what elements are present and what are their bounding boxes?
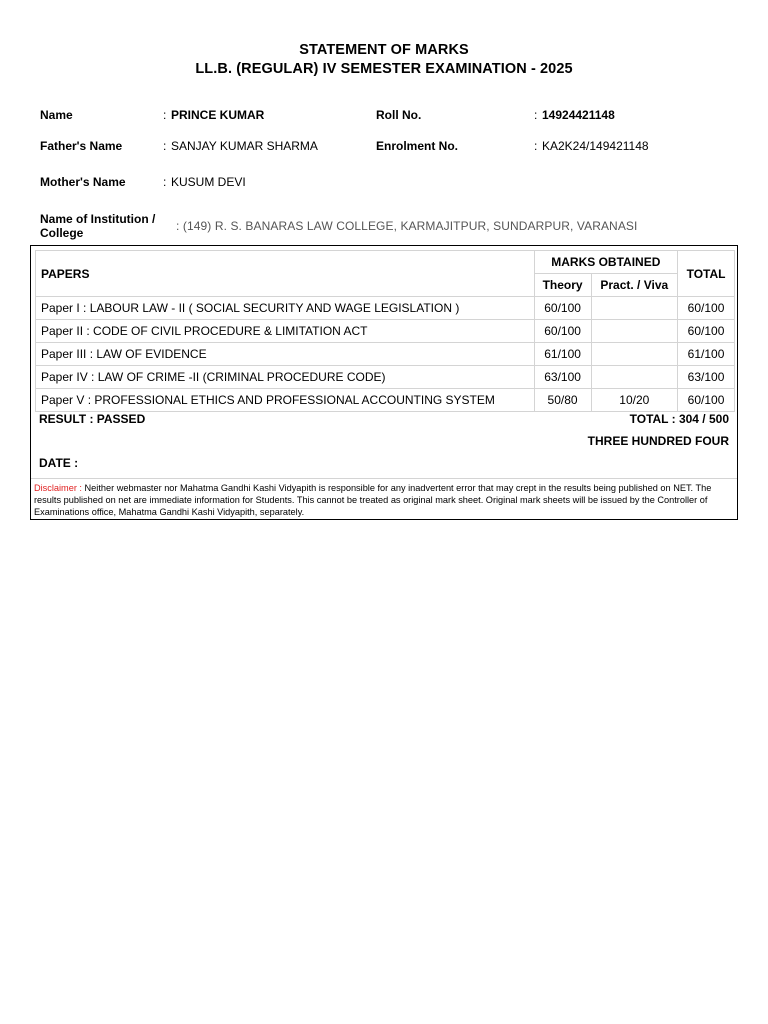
pract-marks: [591, 366, 678, 389]
papers-header: PAPERS: [36, 251, 535, 297]
table-row: [36, 389, 735, 412]
pract-marks: [591, 297, 678, 320]
pract-marks: [591, 343, 678, 366]
total-marks: 60/100: [678, 297, 735, 320]
theory-marks: 63/100: [534, 366, 591, 389]
total-marks: 60/100: [678, 389, 735, 412]
institution-label-line2: College: [40, 226, 84, 240]
total-marks: 60/100: [678, 320, 735, 343]
exam-title: LL.B. (REGULAR) IV SEMESTER EXAMINATION - 2025: [195, 61, 573, 77]
paper-name: Paper III : LAW OF EVIDENCE: [36, 343, 535, 366]
table-row: [36, 320, 735, 343]
enrolment-colon: :: [534, 139, 538, 153]
institution-label: [40, 212, 155, 240]
name-label: Name: [40, 108, 73, 122]
student-name: PRINCE KUMAR: [171, 108, 265, 122]
theory-header: Theory: [534, 274, 591, 297]
theory-marks: 61/100: [534, 343, 591, 366]
table-row: [36, 297, 735, 320]
roll-colon: :: [534, 108, 538, 122]
result-status: RESULT : PASSED: [39, 412, 146, 426]
table-row: [36, 366, 735, 389]
roll-label: Roll No.: [376, 108, 422, 122]
grand-total: TOTAL : 304 / 500: [629, 412, 729, 426]
theory-marks: 60/100: [534, 297, 591, 320]
disclaimer-text: Neither webmaster nor Mahatma Gandhi Kashi Vidyapith is responsible for any inadvertent error that may crept in the results being published on NET. The results published on net are immediate information for Students. This cannot be treated as original mark sheet. Original mark sheets will be issued by the Controller of Examinations office, Mahatma Gandhi Kashi Vidyapith, separately.: [34, 483, 712, 517]
mother-name: KUSUM DEVI: [171, 175, 246, 189]
disclaimer-label: Disclaimer :: [34, 483, 82, 493]
divider: [31, 478, 737, 479]
enrolment-label: Enrolment No.: [376, 139, 459, 153]
father-label: Father's Name: [40, 139, 123, 153]
theory-marks: 60/100: [534, 320, 591, 343]
institution-name: : (149) R. S. BANARAS LAW COLLEGE, KARMAJITPUR, SUNDARPUR, VARANASI: [176, 219, 638, 233]
roll-number: 14924421148: [542, 108, 615, 122]
father-name: SANJAY KUMAR SHARMA: [171, 139, 318, 153]
enrolment-number: KA2K24/149421148: [542, 139, 649, 153]
mother-colon: :: [163, 175, 167, 189]
institution-label-line1: Name of Institution /: [40, 212, 156, 226]
paper-name: Paper I : LABOUR LAW - II ( SOCIAL SECURITY AND WAGE LEGISLATION ): [36, 297, 535, 320]
mother-label: Mother's Name: [40, 175, 126, 189]
father-colon: :: [163, 139, 167, 153]
marks-panel: [30, 245, 738, 520]
pract-viva-header: Pract. / Viva: [591, 274, 678, 297]
name-colon: :: [163, 108, 167, 122]
total-marks: 63/100: [678, 366, 735, 389]
total-header: TOTAL: [678, 251, 735, 297]
date-label: DATE :: [39, 456, 79, 470]
marks-obtained-header: MARKS OBTAINED: [534, 251, 677, 274]
pract-marks: [591, 320, 678, 343]
total-marks: 61/100: [678, 343, 735, 366]
document-title: STATEMENT OF MARKS: [299, 42, 469, 58]
paper-name: Paper II : CODE OF CIVIL PROCEDURE & LIMITATION ACT: [36, 320, 535, 343]
marks-table: [35, 250, 735, 412]
disclaimer: [34, 482, 734, 518]
total-in-words: THREE HUNDRED FOUR: [587, 434, 729, 448]
table-row: [36, 343, 735, 366]
paper-name: Paper V : PROFESSIONAL ETHICS AND PROFESSIONAL ACCOUNTING SYSTEM: [36, 389, 535, 412]
pract-marks: 10/20: [591, 389, 678, 412]
theory-marks: 50/80: [534, 389, 591, 412]
paper-name: Paper IV : LAW OF CRIME -II (CRIMINAL PROCEDURE CODE): [36, 366, 535, 389]
